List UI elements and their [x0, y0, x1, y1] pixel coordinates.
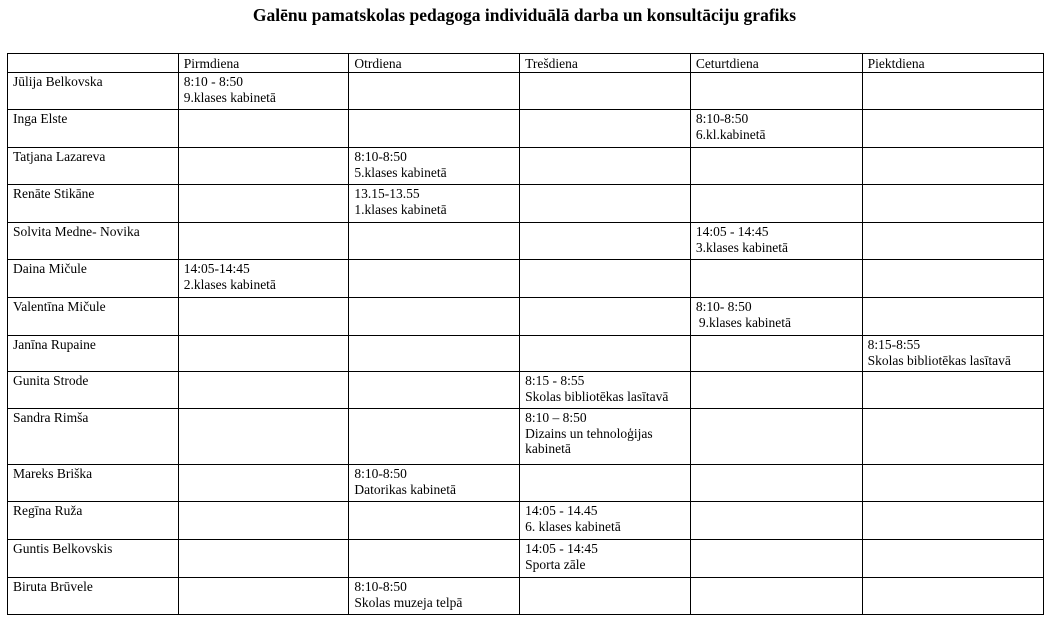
- teacher-name-cell: Inga Elste: [8, 110, 179, 148]
- schedule-cell: [349, 185, 520, 223]
- teacher-name-cell: Guntis Belkovskis: [8, 540, 179, 578]
- session-location: 3.klases kabinetā: [695, 239, 789, 255]
- schedule-cell: [520, 372, 691, 409]
- session-location: 1.klases kabinetā: [354, 201, 447, 217]
- schedule-cell: [862, 372, 1043, 409]
- schedule-cell: [690, 336, 862, 372]
- session-location: 9.klases kabinetā: [183, 89, 276, 105]
- table-row: [8, 110, 1044, 148]
- table-row: [8, 185, 1044, 223]
- schedule-cell: [862, 148, 1043, 185]
- teacher-name-cell: Sandra Rimša: [8, 409, 179, 465]
- schedule-cell: [690, 223, 862, 260]
- session-location: Skolas bibliotēkas lasītavā: [525, 388, 669, 404]
- schedule-cell: [690, 540, 862, 578]
- table-row: [8, 502, 1044, 540]
- header-day-thursday: Ceturtdiena: [690, 54, 862, 73]
- session-location: 2.klases kabinetā: [183, 276, 276, 292]
- schedule-cell: [690, 148, 862, 185]
- schedule-cell: [520, 73, 691, 110]
- teacher-name-cell: Biruta Brūvele: [8, 578, 179, 615]
- schedule-cell: [862, 223, 1043, 260]
- teacher-name-cell: Renāte Stikāne: [8, 185, 179, 223]
- schedule-cell: [520, 578, 691, 615]
- schedule-body: [8, 73, 1044, 615]
- schedule-cell: [178, 260, 349, 298]
- table-row: [8, 540, 1044, 578]
- schedule-cell: [520, 502, 691, 540]
- schedule-cell: [862, 73, 1043, 110]
- header-row: [8, 54, 1044, 73]
- schedule-table: [7, 53, 1044, 615]
- session-time: 14:05-14:45: [183, 261, 250, 276]
- schedule-cell: [178, 110, 349, 148]
- schedule-cell: [178, 223, 349, 260]
- session-location: Skolas bibliotēkas lasītavā: [867, 352, 1011, 368]
- schedule-cell: [520, 540, 691, 578]
- header-day-monday: Pirmdiena: [178, 54, 349, 73]
- schedule-cell: [690, 502, 862, 540]
- schedule-cell: [349, 260, 520, 298]
- session-time: 8:15 - 8:55: [525, 373, 585, 388]
- schedule-cell: [520, 185, 691, 223]
- schedule-cell: [178, 502, 349, 540]
- schedule-cell: [178, 336, 349, 372]
- schedule-cell: [178, 148, 349, 185]
- session-time: 14:05 - 14:45: [525, 541, 598, 556]
- teacher-name-cell: Tatjana Lazareva: [8, 148, 179, 185]
- session-location: Skolas muzeja telpā: [354, 594, 463, 610]
- schedule-cell: [862, 502, 1043, 540]
- session-time: 8:10-8:50: [354, 579, 407, 594]
- schedule-cell: [178, 578, 349, 615]
- table-row: [8, 465, 1044, 502]
- schedule-cell: [178, 540, 349, 578]
- schedule-cell: [862, 465, 1043, 502]
- teacher-name-cell: Regīna Ruža: [8, 502, 179, 540]
- schedule-cell: [349, 465, 520, 502]
- schedule-cell: [349, 409, 520, 465]
- session-location: 5.klases kabinetā: [354, 164, 447, 180]
- schedule-cell: [862, 409, 1043, 465]
- session-time: 8:10 - 8:50: [183, 74, 243, 89]
- session-location: 9.klases kabinetā: [698, 314, 792, 330]
- header-day-wednesday: Trešdiena: [520, 54, 691, 73]
- schedule-cell: [690, 260, 862, 298]
- schedule-cell: [862, 540, 1043, 578]
- session-location: kabinetā: [525, 441, 571, 456]
- session-time: 8:10-8:50: [354, 466, 407, 481]
- schedule-cell: [349, 578, 520, 615]
- teacher-name-cell: Gunita Strode: [8, 372, 179, 409]
- schedule-cell: [349, 223, 520, 260]
- session-time: 8:10-8:50: [695, 111, 749, 126]
- session-time: 8:10 – 8:50: [525, 410, 587, 425]
- session-time: 8:10- 8:50: [695, 299, 752, 314]
- schedule-cell: [862, 298, 1043, 336]
- schedule-cell: [862, 336, 1043, 372]
- teacher-name-cell: Solvita Medne- Novika: [8, 223, 179, 260]
- schedule-cell: [178, 185, 349, 223]
- schedule-cell: [690, 110, 862, 148]
- session-time: 13.15-13.55: [354, 186, 420, 201]
- header-corner-cell: [8, 54, 179, 73]
- table-row: [8, 372, 1044, 409]
- schedule-cell: [862, 110, 1043, 148]
- schedule-cell: [520, 336, 691, 372]
- schedule-cell: [349, 372, 520, 409]
- table-row: [8, 260, 1044, 298]
- table-row: [8, 578, 1044, 615]
- session-location: 6. klases kabinetā: [525, 518, 621, 534]
- schedule-cell: [349, 540, 520, 578]
- schedule-cell: [690, 73, 862, 110]
- session-time: 14:05 - 14.45: [525, 503, 598, 518]
- schedule-cell: [520, 110, 691, 148]
- session-time: 8:15-8:55: [867, 337, 921, 352]
- schedule-cell: [690, 185, 862, 223]
- schedule-cell: [690, 465, 862, 502]
- session-time: 14:05 - 14:45: [695, 224, 769, 239]
- schedule-cell: [862, 578, 1043, 615]
- schedule-cell: [349, 110, 520, 148]
- table-row: [8, 336, 1044, 372]
- schedule-cell: [690, 409, 862, 465]
- table-row: [8, 148, 1044, 185]
- schedule-cell: [690, 372, 862, 409]
- schedule-cell: [349, 502, 520, 540]
- header-day-friday: Piektdiena: [862, 54, 1043, 73]
- teacher-name-cell: Mareks Briška: [8, 465, 179, 502]
- schedule-cell: [178, 372, 349, 409]
- schedule-cell: [520, 409, 691, 465]
- session-location: Datorikas kabinetā: [354, 481, 456, 497]
- schedule-cell: [520, 298, 691, 336]
- header-day-tuesday: Otrdiena: [349, 54, 520, 73]
- schedule-cell: [349, 336, 520, 372]
- schedule-cell: [178, 298, 349, 336]
- schedule-cell: [178, 465, 349, 502]
- table-row: [8, 73, 1044, 110]
- teacher-name-cell: Daina Mičule: [8, 260, 179, 298]
- schedule-cell: [690, 578, 862, 615]
- schedule-cell: [520, 465, 691, 502]
- session-location: Dizains un tehnoloģijas: [525, 425, 653, 441]
- teacher-name-cell: Jūlija Belkovska: [8, 73, 179, 110]
- table-row: [8, 223, 1044, 260]
- session-location: 6.kl.kabinetā: [695, 126, 766, 142]
- table-row: [8, 409, 1044, 465]
- session-time: 8:10-8:50: [354, 149, 407, 164]
- page-title: Galēnu pamatskolas pedagoga individuālā darba un konsultāciju grafiks: [252, 5, 797, 25]
- session-location: Sporta zāle: [525, 556, 586, 572]
- schedule-cell: [690, 298, 862, 336]
- schedule-cell: [862, 260, 1043, 298]
- teacher-name-cell: Janīna Rupaine: [8, 336, 179, 372]
- schedule-cell: [520, 223, 691, 260]
- schedule-cell: [349, 298, 520, 336]
- schedule-cell: [178, 73, 349, 110]
- teacher-name-cell: Valentīna Mičule: [8, 298, 179, 336]
- schedule-cell: [178, 409, 349, 465]
- schedule-cell: [349, 148, 520, 185]
- schedule-cell: [349, 73, 520, 110]
- schedule-cell: [862, 185, 1043, 223]
- schedule-cell: [520, 260, 691, 298]
- table-row: [8, 298, 1044, 336]
- schedule-cell: [520, 148, 691, 185]
